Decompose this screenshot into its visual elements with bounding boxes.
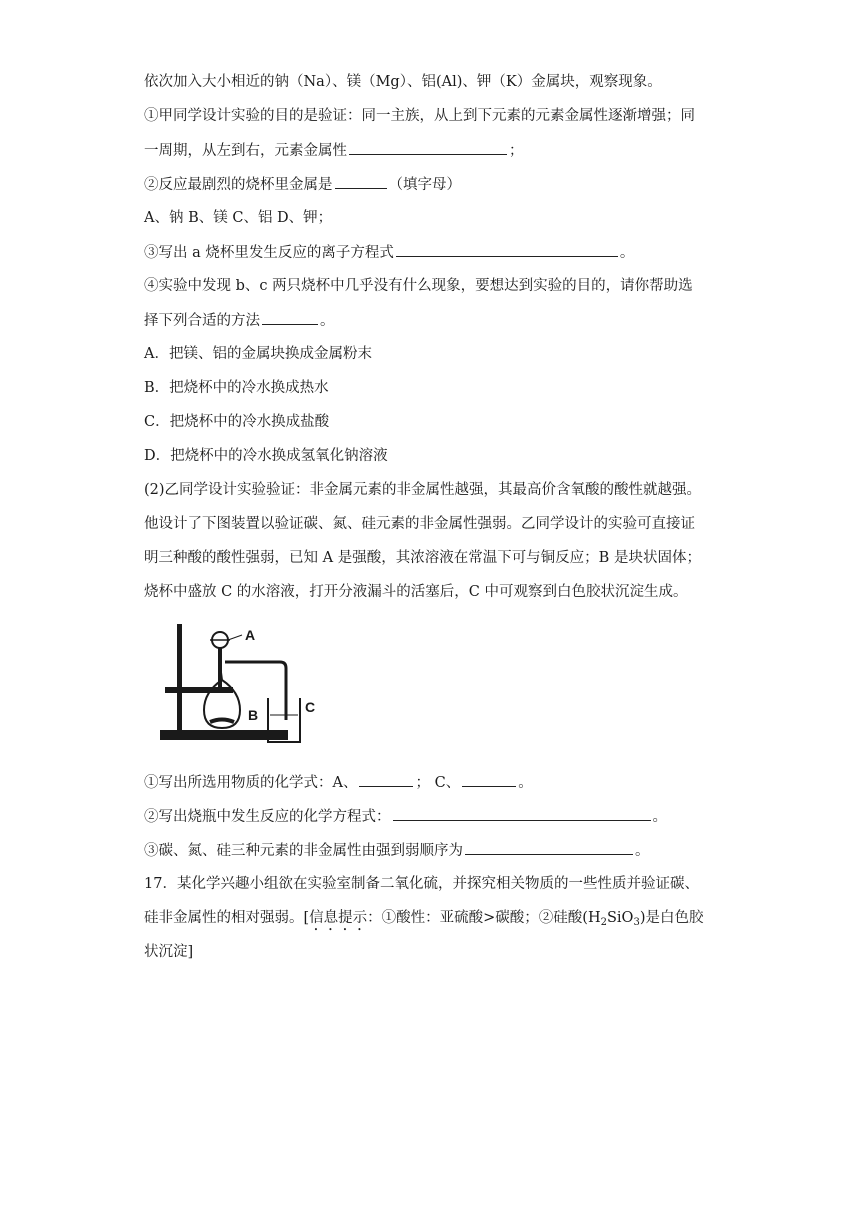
text-line bbox=[144, 840, 650, 861]
text-line bbox=[144, 310, 335, 331]
text-span: ③碳、氮、硅三种元素的非金属性由强到弱顺序为 bbox=[144, 843, 463, 859]
text-line bbox=[144, 908, 704, 934]
text-line bbox=[144, 772, 533, 793]
text-line: (2)乙同学设计实验验证：非金属元素的非金属性越强，其最高价含氧酸的酸性就越强。 bbox=[144, 482, 702, 498]
text-span: ②写出烧瓶中发生反应的化学方程式： bbox=[144, 809, 391, 825]
subscript: 2 bbox=[600, 917, 607, 928]
answer-blank[interactable] bbox=[393, 806, 651, 821]
text-line bbox=[144, 140, 524, 161]
text-span: 。 bbox=[635, 843, 650, 859]
text-line: A、钠 B、镁 C、铝 D、钾； bbox=[144, 210, 333, 226]
text-line: ④实验中发现 b、c 两只烧杯中几乎没有什么现象，要想达到实验的目的，请你帮助选 bbox=[144, 278, 693, 294]
text-span: 。 bbox=[518, 775, 533, 791]
answer-blank-c[interactable] bbox=[462, 772, 516, 787]
text-span: 硅非金属性的相对强弱。[ bbox=[144, 910, 310, 926]
solid-b bbox=[210, 720, 234, 723]
clamp-arm bbox=[165, 687, 233, 693]
text-span: （填字母） bbox=[388, 177, 461, 193]
text-span: ； C、 bbox=[415, 775, 461, 791]
answer-blank[interactable] bbox=[396, 242, 618, 257]
text-span: ①写出所选用物质的化学式：A、 bbox=[144, 775, 358, 791]
text-line: B．把烧杯中的冷水换成热水 bbox=[144, 380, 329, 396]
text-span: )是白色胶 bbox=[639, 910, 704, 926]
stand-rod bbox=[177, 624, 182, 732]
label-a: A bbox=[245, 627, 256, 643]
text-span: 。 bbox=[320, 313, 335, 329]
text-span: ； bbox=[509, 143, 524, 159]
answer-blank-a[interactable] bbox=[359, 772, 413, 787]
text-line bbox=[144, 806, 667, 827]
label-leader-a bbox=[228, 635, 242, 640]
subscript: 3 bbox=[633, 917, 640, 928]
text-line: 烧杯中盛放 C 的水溶液，打开分液漏斗的活塞后，C 中可观察到白色胶状沉淀生成。 bbox=[144, 584, 688, 600]
text-line bbox=[144, 242, 634, 263]
text-line: 他设计了下图装置以验证碳、氮、硅元素的非金属性强弱。乙同学设计的实验可直接证 bbox=[144, 516, 695, 532]
text-span: 一周期，从左到右，元素金属性 bbox=[144, 143, 347, 159]
text-line: ①甲同学设计实验的目的是验证：同一主族，从上到下元素的元素金属性逐渐增强；同 bbox=[144, 108, 695, 124]
text-span: ③写出 a 烧杯里发生反应的离子方程式 bbox=[144, 245, 394, 261]
text-line: C．把烧杯中的冷水换成盐酸 bbox=[144, 414, 330, 430]
label-c: C bbox=[305, 699, 316, 715]
answer-blank[interactable] bbox=[335, 174, 387, 189]
answer-blank[interactable] bbox=[262, 310, 318, 325]
text-line: 状沉淀] bbox=[144, 944, 194, 960]
lab-apparatus-figure bbox=[160, 620, 330, 750]
label-b: B bbox=[248, 707, 259, 723]
answer-blank[interactable] bbox=[349, 140, 507, 155]
text-line: 依次加入大小相近的钠（Na）、镁（Mg）、铝(Al)、钾（K）金属块，观察现象。 bbox=[144, 74, 662, 90]
text-span: 。 bbox=[619, 245, 635, 261]
text-span: 择下列合适的方法 bbox=[144, 313, 260, 329]
answer-blank[interactable] bbox=[465, 840, 633, 855]
text-line: 明三种酸的酸性强弱，已知 A 是强酸，其浓溶液在常温下可与铜反应；B 是块状固体； bbox=[144, 550, 701, 566]
text-line bbox=[144, 174, 461, 195]
emphasis-text: 信息提示 bbox=[309, 910, 368, 926]
text-span: ②反应最剧烈的烧杯里金属是 bbox=[144, 177, 333, 193]
text-span: ：①酸性：亚硫酸>碳酸；②硅酸(H bbox=[367, 910, 601, 926]
text-span: SiO bbox=[606, 910, 634, 926]
text-span: 。 bbox=[652, 809, 667, 825]
text-line: D．把烧杯中的冷水换成氢氧化钠溶液 bbox=[144, 448, 388, 464]
text-line: A．把镁、铝的金属块换成金属粉末 bbox=[144, 346, 372, 362]
text-line: 17．某化学兴趣小组欲在实验室制备二氧化硫，并探究相关物质的一些性质并验证碳、 bbox=[144, 876, 699, 892]
